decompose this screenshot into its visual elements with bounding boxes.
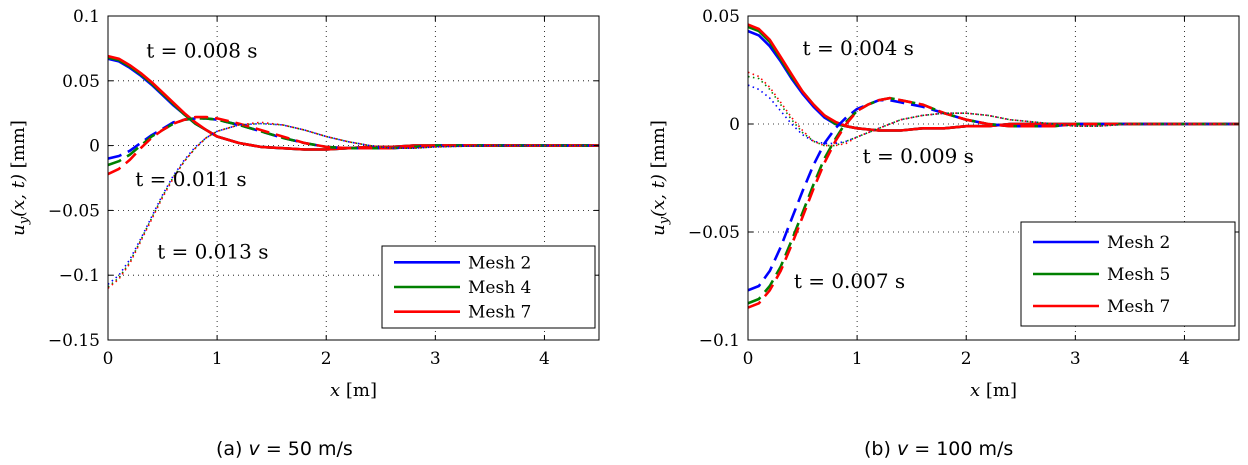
chart-a-x-axis-label [330, 380, 377, 401]
chart-a-x-axis-symbol: x [330, 380, 341, 401]
chart-b-y-axis-label [648, 120, 672, 236]
chart-b-annotation: t = 0.004 s [802, 35, 914, 60]
chart-a-y-axis-subscript: y [17, 216, 32, 225]
chart-a-legend-label: Mesh 4 [468, 278, 532, 298]
chart-b-x-axis-symbol: x [970, 380, 981, 401]
chart-a-series-line [108, 58, 599, 150]
chart-b-x-tick-label: 0 [742, 349, 754, 369]
chart-a-y-tick-label: 0.1 [72, 7, 100, 27]
chart-b-y-tick-label: 0 [729, 115, 740, 135]
chart-a-y-axis-label [8, 120, 32, 236]
chart-a-y-axis-args: (x, t) [8, 174, 29, 217]
chart-a-series-line [108, 56, 599, 149]
chart-b-x-axis-label [970, 380, 1017, 401]
chart-a-series-line [108, 118, 599, 165]
chart-b-y-tick-label: −0.05 [687, 223, 740, 243]
chart-a-legend [382, 246, 595, 328]
chart-b-x-tick-label: 3 [1069, 349, 1081, 369]
chart-a-y-axis-unit: [mm] [8, 120, 29, 175]
chart-a-caption-value: = 50 m/s [265, 438, 353, 460]
chart-panel-b [624, 0, 1248, 465]
chart-a-series-line [108, 59, 599, 150]
chart-b-annotation: t = 0.009 s [862, 143, 974, 168]
chart-a-y-tick-label: 0 [89, 136, 100, 157]
chart-a-caption-label: (a) [216, 438, 243, 460]
chart-a-series-line [108, 118, 599, 158]
chart-b-caption-symbol: v [896, 438, 909, 460]
chart-a-legend-label: Mesh 2 [468, 253, 532, 274]
chart-a-caption-symbol: v [248, 438, 260, 460]
chart-b-y-tick-label: 0.05 [702, 7, 740, 27]
chart-a-x-tick-label: 3 [429, 349, 441, 369]
chart-a-x-tick-label: 0 [102, 349, 114, 369]
chart-a-legend-label: Mesh 7 [468, 302, 532, 323]
chart-b-y-axis-symbol: u [648, 224, 669, 236]
chart-a-x-tick-label: 4 [539, 349, 550, 369]
chart-a-annotation: t = 0.008 s [146, 38, 258, 63]
chart-b-legend-label: Mesh 7 [1107, 297, 1171, 317]
chart-a-annotation: t = 0.011 s [135, 166, 247, 191]
chart-a-y-tick-label: −0.1 [58, 266, 100, 287]
chart-b-x-tick-label: 2 [960, 349, 972, 369]
chart-b-legend-label: Mesh 2 [1107, 233, 1171, 253]
chart-b-y-axis-args: (x, t) [648, 174, 669, 217]
chart-b-legend-label: Mesh 5 [1107, 265, 1171, 285]
chart-b-annotation: t = 0.007 s [793, 269, 906, 294]
chart-b-series-line [748, 72, 1239, 145]
chart-b-x-tick-label: 4 [1179, 349, 1190, 369]
chart-a-y-tick-label: −0.05 [47, 201, 100, 222]
chart-b-caption-label: (b) [864, 438, 891, 460]
chart-a-x-tick-label: 1 [211, 349, 223, 369]
chart-a-x-tick-label: 2 [320, 349, 332, 369]
chart-b-y-tick-label: −0.1 [698, 331, 740, 351]
chart-b-caption-value: = 100 m/s [914, 438, 1014, 460]
chart-b-svg [624, 0, 1248, 430]
chart-a-x-axis-unit: [m] [340, 380, 377, 401]
chart-a-y-axis-symbol: u [8, 224, 29, 236]
chart-a-annotation: t = 0.013 s [157, 239, 269, 264]
chart-a-svg [0, 0, 624, 430]
chart-b-caption [864, 438, 1013, 460]
chart-b-x-tick-label: 1 [851, 349, 863, 369]
chart-a-caption [216, 438, 353, 460]
chart-b-y-axis-subscript: y [657, 216, 672, 225]
chart-b-x-axis-unit: [m] [980, 380, 1017, 401]
chart-a-y-tick-label: 0.05 [62, 71, 100, 92]
chart-b-y-axis-unit: [mm] [648, 120, 669, 175]
chart-a-y-tick-label: −0.15 [47, 331, 100, 351]
chart-b-legend [1021, 222, 1235, 326]
